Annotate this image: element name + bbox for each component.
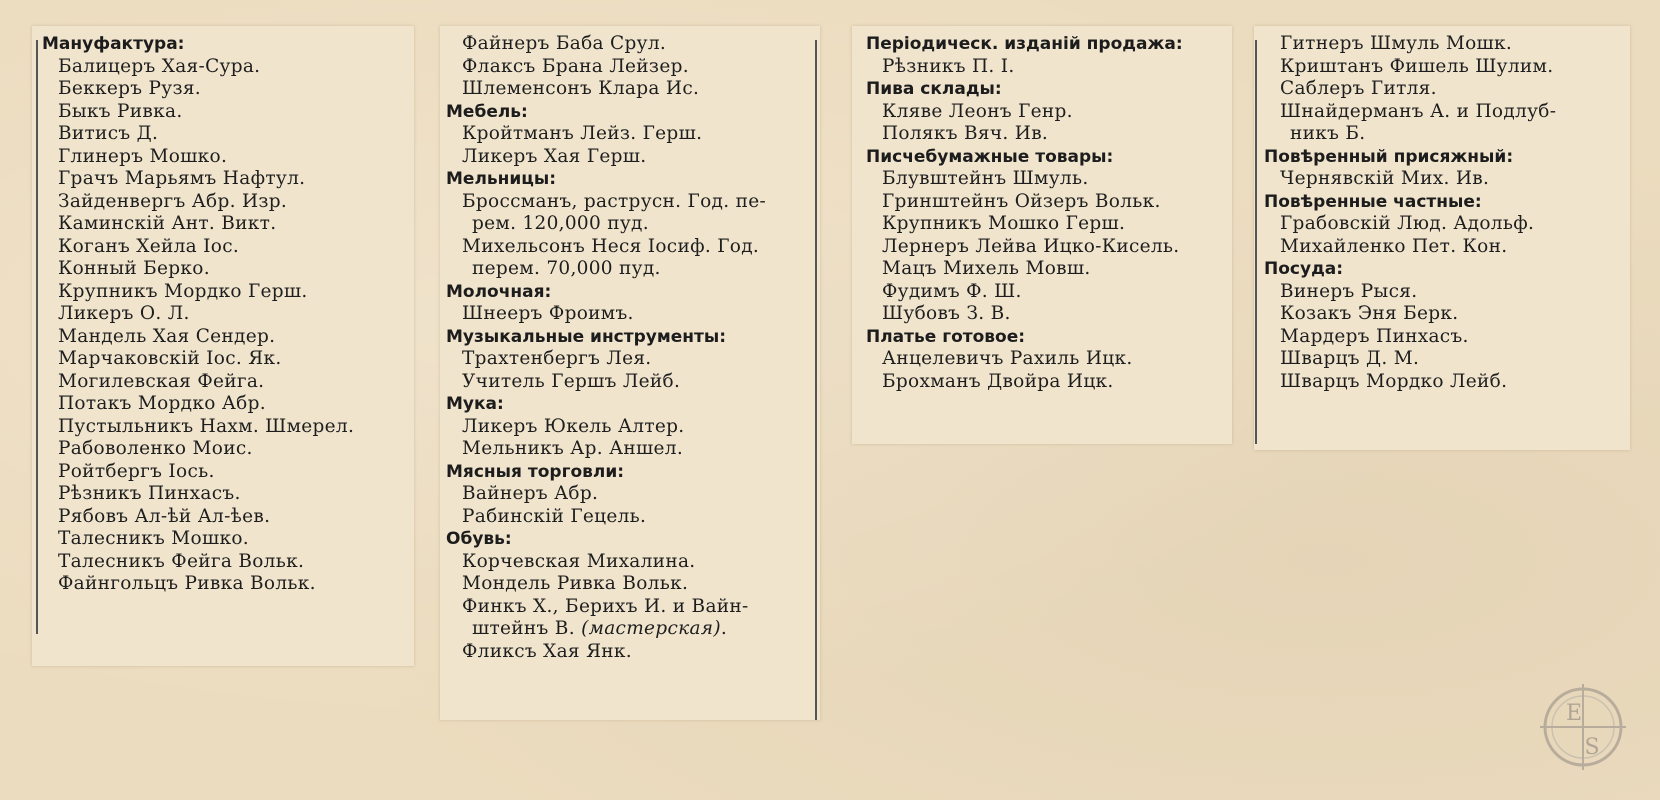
- directory-entry: Грабовскій Люд. Адольф.: [1280, 213, 1535, 234]
- directory-entry: Шнайдерманъ А. и Подлуб-: [1280, 100, 1557, 122]
- directory-entry: Михельсонъ Неся Іосиф. Год.: [462, 235, 760, 257]
- directory-entry: Анцелевичъ Рахиль Ицк.: [882, 348, 1133, 369]
- directory-entry-continuation: рем. 120,000 пуд.: [472, 213, 649, 234]
- directory-entry: Рабинскій Гецель.: [462, 505, 647, 527]
- directory-entry: Ликеръ Хая Герш.: [462, 145, 647, 167]
- directory-entry: Быкъ Ривка.: [58, 100, 183, 122]
- directory-entry: Вайнеръ Абр.: [462, 483, 599, 504]
- directory-entry: Рябовъ Ал-ѣй Ал-ѣев.: [58, 505, 271, 527]
- directory-entry: Трахтенбергъ Лея.: [462, 348, 652, 369]
- directory-entry: Файнеръ Баба Срул.: [462, 33, 667, 54]
- directory-entry: Потакъ Мордко Абр.: [58, 393, 266, 414]
- category-heading: Мясныя торговли:: [446, 461, 625, 482]
- directory-entry: Козакъ Эня Берк.: [1280, 303, 1459, 324]
- entry-note: (мастерская): [581, 618, 721, 639]
- directory-entry: Талесникъ Мошко.: [58, 528, 249, 549]
- directory-entry: Крупникъ Мордко Герш.: [58, 280, 308, 302]
- directory-entry: Мацъ Михель Мовш.: [882, 258, 1091, 279]
- directory-column-3: [866, 33, 1183, 393]
- category-heading: Повѣренные частные:: [1264, 191, 1482, 212]
- category-heading: Мельницы:: [446, 169, 557, 189]
- directory-column-2: [446, 33, 766, 663]
- category-heading: Обувь:: [446, 529, 512, 549]
- directory-entry: Кройтманъ Лейз. Герш.: [462, 123, 703, 144]
- directory-entry: Шубовъ З. В.: [882, 303, 1011, 324]
- directory-entry: Корчевская Михалина.: [462, 550, 696, 572]
- directory-entry: Саблеръ Гитля.: [1280, 78, 1437, 99]
- column-rule-2: [815, 40, 817, 720]
- directory-entry-continuation: [446, 618, 766, 641]
- directory-entry: Финкъ Х., Берихъ И. и Вайн-: [462, 595, 749, 617]
- category-heading: Періодическ. изданій продажа:: [866, 34, 1183, 54]
- directory-entry: Брохманъ Двойра Ицк.: [882, 370, 1114, 392]
- directory-entry-continuation: никъ Б.: [1290, 123, 1366, 144]
- directory-entry: Ройтбергъ Іось.: [58, 460, 215, 482]
- category-heading: Музыкальные инструменты:: [446, 326, 727, 347]
- directory-entry: Беккеръ Рузя.: [58, 78, 201, 99]
- directory-entry: Ликеръ Юкель Алтер.: [462, 415, 685, 437]
- category-heading: Мануфактура:: [42, 34, 185, 54]
- directory-entry: Винеръ Рыся.: [1280, 280, 1418, 302]
- directory-entry: Коганъ Хейла Іос.: [58, 235, 240, 257]
- directory-entry: Рѣзникъ П. І.: [882, 55, 1015, 77]
- category-heading: Повѣренный присяжный:: [1264, 146, 1514, 167]
- directory-entry: Зайденвергъ Абр. Изр.: [58, 190, 288, 212]
- category-heading: Посуда:: [1264, 259, 1344, 279]
- seal-letter-top: E: [1565, 701, 1583, 726]
- directory-entry: Шварцъ Мордко Лейб.: [1280, 370, 1508, 392]
- directory-entry: Крупникъ Мошко Герш.: [882, 213, 1126, 234]
- directory-entry: Гринштейнъ Ойзеръ Вольк.: [882, 190, 1161, 212]
- directory-entry: Фликсъ Хая Янк.: [462, 640, 632, 662]
- directory-entry: Файнгольцъ Ривка Вольк.: [58, 573, 316, 594]
- directory-entry: Рабоволенко Моис.: [58, 438, 253, 459]
- directory-entry: Шнееръ Фроимъ.: [462, 303, 634, 324]
- directory-entry: Грачъ Марьямъ Нафтул.: [58, 168, 306, 189]
- directory-entry: Полякъ Вяч. Ив.: [882, 123, 1049, 144]
- category-heading: Пива склады:: [866, 79, 1002, 99]
- column-rule-1: [36, 40, 38, 634]
- directory-entry: Пустыльникъ Нахм. Шмерел.: [58, 415, 355, 437]
- directory-entry: Витисъ Д.: [58, 123, 159, 144]
- directory-entry: Михайленко Пет. Кон.: [1280, 235, 1508, 257]
- directory-entry: Лернеръ Лейва Ицко-Кисель.: [882, 235, 1180, 257]
- directory-entry: Мондель Ривка Вольк.: [462, 573, 689, 594]
- seal-stamp-icon: [1540, 684, 1626, 770]
- directory-entry: Блувштейнъ Шмуль.: [882, 168, 1089, 189]
- seal-letter-bottom: S: [1584, 735, 1600, 760]
- directory-entry: Глинеръ Мошко.: [58, 145, 228, 167]
- entry-tail: .: [720, 618, 728, 639]
- category-heading: Мука:: [446, 394, 504, 414]
- column-rule-3: [1255, 40, 1257, 444]
- directory-entry: Мандель Хая Сендер.: [58, 325, 276, 347]
- directory-entry: Талесникъ Фейга Вольк.: [58, 550, 305, 572]
- category-heading: Мебель:: [446, 101, 528, 122]
- directory-entry: Мардеръ Пинхасъ.: [1280, 325, 1469, 347]
- directory-entry: Ликеръ О. Л.: [58, 303, 190, 324]
- directory-entry: Мельникъ Ар. Аншел.: [462, 438, 684, 459]
- directory-entry: Криштанъ Фишель Шулим.: [1280, 55, 1554, 77]
- directory-entry: Конный Берко.: [58, 258, 210, 279]
- directory-entry: Каминскій Ант. Викт.: [58, 213, 277, 234]
- directory-entry: Флаксъ Брана Лейзер.: [462, 55, 689, 77]
- category-heading: Молочная:: [446, 281, 552, 302]
- directory-entry: Чернявскій Мих. Ив.: [1280, 168, 1490, 189]
- entry-text: штейнъ В.: [472, 618, 575, 639]
- directory-entry: Балицеръ Хая-Сура.: [58, 55, 261, 77]
- directory-entry: Кляве Леонъ Генр.: [882, 100, 1073, 122]
- directory-entry: Гитнеръ Шмуль Мошк.: [1280, 33, 1513, 54]
- category-heading: Платье готовое:: [866, 326, 1026, 347]
- directory-entry: Могилевская Фейга.: [58, 370, 265, 392]
- category-heading: Писчебумажные товары:: [866, 146, 1114, 167]
- directory-entry: Марчаковскій Іос. Як.: [58, 348, 282, 369]
- directory-column-1: [42, 33, 354, 596]
- directory-entry: Учитель Гершъ Лейб.: [462, 370, 681, 392]
- directory-entry: Шлеменсонъ Клара Ис.: [462, 78, 700, 99]
- directory-entry: Шварцъ Д. М.: [1280, 348, 1420, 369]
- directory-entry: Фудимъ Ф. Ш.: [882, 280, 1022, 302]
- directory-entry: Броссманъ, раструсн. Год. пе-: [462, 190, 766, 212]
- directory-entry-continuation: перем. 70,000 пуд.: [472, 258, 661, 279]
- directory-entry: Рѣзникъ Пинхасъ.: [58, 483, 241, 504]
- directory-column-4: [1264, 33, 1556, 393]
